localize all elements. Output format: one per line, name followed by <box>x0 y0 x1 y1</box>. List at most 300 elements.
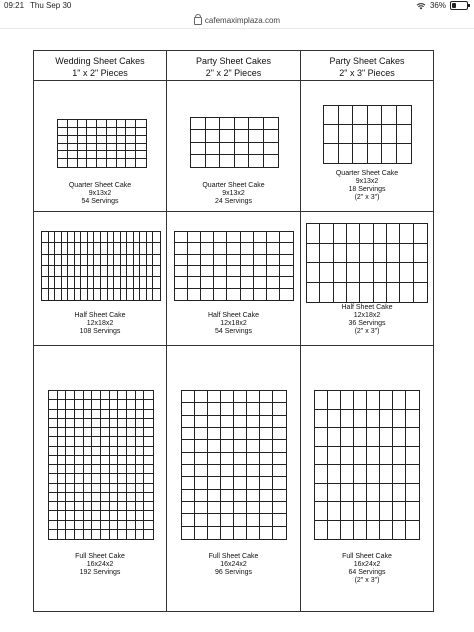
cake-piece <box>78 128 88 136</box>
cake-servings: 18 Servings <box>348 186 386 193</box>
cake-grid <box>41 231 161 301</box>
cake-piece <box>353 106 368 125</box>
cake-piece <box>354 521 367 540</box>
cake-dimensions: 16x24x2 <box>86 561 114 568</box>
cake-piece <box>87 144 97 152</box>
cake-dimensions: 12x18x2 <box>353 312 381 319</box>
cake-piece <box>126 151 136 159</box>
cake-piece <box>68 144 78 152</box>
cake-piece <box>367 502 380 521</box>
cake-piece <box>101 484 110 493</box>
cake-piece <box>195 514 208 526</box>
cake-piece <box>214 289 227 300</box>
cake-grid <box>48 390 154 540</box>
cake-piece <box>49 484 58 493</box>
cake-piece <box>367 465 380 484</box>
cake-piece <box>354 484 367 503</box>
cake-piece <box>191 118 206 130</box>
cake-piece <box>227 266 240 277</box>
cake-piece <box>66 400 75 409</box>
cake-dimensions: 12x18x2 <box>220 320 247 327</box>
cake-piece <box>110 419 119 428</box>
cake-piece <box>110 530 119 539</box>
cake-piece <box>87 159 97 167</box>
cake-piece <box>175 243 188 254</box>
cake-piece <box>414 283 427 303</box>
cake-dimensions: 16x24x2 <box>220 561 247 568</box>
cake-piece <box>144 410 153 419</box>
cake-piece <box>136 437 145 446</box>
cake-piece <box>367 447 380 466</box>
cake-piece <box>201 266 214 277</box>
cake-piece <box>92 428 101 437</box>
cake-piece <box>254 289 267 300</box>
cake-grid <box>323 105 412 164</box>
cake-piece <box>75 419 84 428</box>
cake-piece <box>49 428 58 437</box>
cake-piece <box>221 527 234 539</box>
cake-piece <box>273 477 286 489</box>
cake-piece <box>188 277 201 288</box>
cake-piece <box>353 144 368 163</box>
cake-piece <box>182 391 195 403</box>
sheet-cake-serving-chart <box>33 50 434 612</box>
cake-cell-quarter-wedding <box>34 81 167 212</box>
cake-size-name: Half Sheet Cake <box>208 312 259 319</box>
cake-piece <box>66 437 75 446</box>
cake-piece <box>354 391 367 410</box>
cake-piece <box>110 511 119 520</box>
cake-piece <box>235 155 250 167</box>
cake-piece <box>260 527 273 539</box>
cake-piece <box>315 502 328 521</box>
cake-grid <box>190 117 279 168</box>
cake-piece <box>208 403 221 415</box>
cake-piece <box>354 428 367 447</box>
cake-piece <box>136 530 145 539</box>
cake-piece <box>144 400 153 409</box>
cake-piece <box>267 255 280 266</box>
cake-piece <box>234 391 247 403</box>
cake-piece <box>110 474 119 483</box>
cake-piece <box>367 521 380 540</box>
cake-size-name: Full Sheet Cake <box>208 553 259 560</box>
cake-cell-half-party-2x3 <box>301 212 433 346</box>
url-text: cafemaximplaza.com <box>204 15 281 25</box>
cake-piece <box>191 130 206 142</box>
cake-piece <box>387 244 400 264</box>
cake-piece <box>195 428 208 440</box>
cake-piece <box>117 120 127 128</box>
cake-piece <box>144 437 153 446</box>
cake-piece <box>144 493 153 502</box>
cake-piece <box>66 410 75 419</box>
cake-piece <box>58 447 67 456</box>
cake-piece <box>175 255 188 266</box>
cake-piece <box>368 106 383 125</box>
cake-piece <box>136 144 146 152</box>
cake-piece <box>107 151 117 159</box>
cake-servings: 64 Servings <box>348 569 386 576</box>
cake-piece <box>249 155 264 167</box>
cake-piece <box>136 159 146 167</box>
cake-piece <box>58 521 67 530</box>
cake-piece <box>136 120 146 128</box>
cake-piece <box>84 484 93 493</box>
cake-piece <box>66 493 75 502</box>
cake-piece <box>201 289 214 300</box>
cake-piece <box>220 155 235 167</box>
cake-piece <box>374 244 387 264</box>
cake-piece <box>110 447 119 456</box>
cake-size-name: Full Sheet Cake <box>75 553 125 560</box>
cake-piece <box>188 266 201 277</box>
cake-piece <box>66 456 75 465</box>
cake-piece <box>188 289 201 300</box>
cake-piece <box>188 255 201 266</box>
cake-piece <box>107 144 117 152</box>
cake-piece <box>397 106 412 125</box>
cake-piece <box>360 283 373 303</box>
address-bar[interactable] <box>0 12 474 29</box>
cake-piece <box>406 484 419 503</box>
cake-piece <box>221 514 234 526</box>
cake-piece <box>84 391 93 400</box>
cake-piece <box>66 428 75 437</box>
cake-piece <box>214 277 227 288</box>
cake-piece <box>353 125 368 144</box>
cake-piece <box>267 289 280 300</box>
cake-piece <box>273 490 286 502</box>
cake-piece-size: (2" x 3") <box>354 577 380 584</box>
cake-dimensions: 12x18x2 <box>86 320 114 327</box>
cake-piece <box>127 428 136 437</box>
cake-piece <box>339 144 354 163</box>
cake-piece <box>153 232 160 243</box>
cake-piece <box>247 465 260 477</box>
cake-piece <box>92 419 101 428</box>
cake-piece <box>84 437 93 446</box>
cake-piece <box>75 465 84 474</box>
cake-piece <box>328 391 341 410</box>
cake-piece <box>75 437 84 446</box>
cake-piece <box>195 391 208 403</box>
cake-piece <box>247 391 260 403</box>
cake-piece <box>136 447 145 456</box>
cake-piece <box>136 410 145 419</box>
cake-piece <box>78 120 88 128</box>
cake-servings: 96 Servings <box>215 569 252 576</box>
cake-piece <box>260 428 273 440</box>
cake-piece <box>393 428 406 447</box>
battery-percent: 36% <box>429 1 446 10</box>
cake-cell-full-party-2x3 <box>301 346 433 611</box>
column-header-party-2x2 <box>167 51 301 81</box>
cake-piece <box>382 144 397 163</box>
cake-piece <box>235 143 250 155</box>
cake-piece <box>227 255 240 266</box>
cake-piece <box>75 447 84 456</box>
status-date: Thu Sep 30 <box>30 1 72 10</box>
cake-piece <box>127 521 136 530</box>
cake-servings: 108 Servings <box>79 328 121 335</box>
cake-piece <box>127 437 136 446</box>
cake-piece <box>201 255 214 266</box>
cake-piece <box>208 514 221 526</box>
cake-piece <box>101 437 110 446</box>
cake-piece <box>347 263 360 283</box>
cake-piece <box>334 244 347 264</box>
cake-piece <box>334 224 347 244</box>
cake-piece <box>208 477 221 489</box>
cake-piece <box>182 453 195 465</box>
cake-piece <box>387 283 400 303</box>
cake-piece <box>260 502 273 514</box>
cake-piece <box>118 400 127 409</box>
cake-piece <box>360 224 373 244</box>
cake-piece <box>247 403 260 415</box>
cake-piece <box>387 224 400 244</box>
cake-piece <box>58 511 67 520</box>
cake-piece <box>406 521 419 540</box>
cake-piece <box>58 493 67 502</box>
cake-piece <box>118 391 127 400</box>
cake-dimensions: 16x24x2 <box>353 561 381 568</box>
cake-size-name: Quarter Sheet Cake <box>202 182 265 189</box>
cake-piece <box>208 453 221 465</box>
cake-piece <box>387 263 400 283</box>
cake-piece <box>58 144 68 152</box>
cake-piece <box>393 447 406 466</box>
cake-piece <box>280 232 293 243</box>
cake-piece <box>406 502 419 521</box>
cake-piece <box>153 266 160 277</box>
cake-piece <box>320 244 333 264</box>
cake-piece <box>58 437 67 446</box>
cake-piece <box>195 477 208 489</box>
cake-piece <box>400 244 413 264</box>
cake-piece <box>221 465 234 477</box>
cake-piece <box>144 428 153 437</box>
cake-servings: 54 Servings <box>215 328 252 335</box>
cake-piece <box>175 266 188 277</box>
cake-piece <box>58 428 67 437</box>
cake-piece <box>208 527 221 539</box>
cake-piece <box>66 447 75 456</box>
cake-piece <box>241 266 254 277</box>
cake-piece <box>49 474 58 483</box>
cake-piece <box>127 530 136 539</box>
cake-piece <box>397 125 412 144</box>
cake-piece <box>241 255 254 266</box>
cake-piece <box>58 410 67 419</box>
cake-piece <box>118 447 127 456</box>
cake-piece <box>221 502 234 514</box>
cake-piece <box>182 502 195 514</box>
cake-piece <box>247 416 260 428</box>
cake-piece <box>175 232 188 243</box>
cake-piece <box>315 391 328 410</box>
cake-piece <box>195 416 208 428</box>
cake-piece <box>273 416 286 428</box>
cake-piece <box>110 484 119 493</box>
cake-piece <box>97 128 107 136</box>
cake-piece <box>136 493 145 502</box>
cake-piece <box>264 143 279 155</box>
cake-piece <box>101 530 110 539</box>
cake-piece <box>136 502 145 511</box>
cake-piece <box>324 106 339 125</box>
cake-piece <box>117 128 127 136</box>
cake-dimensions: 9x13x2 <box>355 178 379 185</box>
cake-piece <box>136 428 145 437</box>
cake-piece <box>84 428 93 437</box>
cake-piece <box>234 440 247 452</box>
cake-piece <box>144 456 153 465</box>
cake-cell-half-wedding <box>34 212 167 346</box>
cake-piece <box>97 120 107 128</box>
cake-piece <box>101 511 110 520</box>
cake-piece <box>136 474 145 483</box>
cake-piece <box>92 493 101 502</box>
cake-servings: 36 Servings <box>348 320 386 327</box>
column-pieces: 2" x 3" Pieces <box>339 68 395 78</box>
cake-piece <box>49 410 58 419</box>
cake-caption <box>167 553 300 577</box>
cake-piece <box>195 490 208 502</box>
cake-piece <box>84 410 93 419</box>
cake-piece <box>280 266 293 277</box>
cake-cell-half-party-2x2 <box>167 212 301 346</box>
cake-piece <box>393 502 406 521</box>
cake-piece <box>234 403 247 415</box>
cake-piece <box>58 159 68 167</box>
cake-piece <box>66 391 75 400</box>
cake-piece <box>110 521 119 530</box>
cake-piece <box>247 453 260 465</box>
cake-piece <box>315 484 328 503</box>
cake-piece <box>267 243 280 254</box>
cake-caption <box>167 312 300 336</box>
cake-piece <box>341 502 354 521</box>
cake-piece <box>214 232 227 243</box>
cake-piece <box>101 521 110 530</box>
cake-piece <box>328 521 341 540</box>
cake-piece <box>127 493 136 502</box>
cake-piece <box>315 521 328 540</box>
cake-piece <box>380 391 393 410</box>
cake-piece <box>66 521 75 530</box>
column-header-party-2x3 <box>301 51 433 81</box>
status-right <box>416 1 468 10</box>
cake-piece <box>328 410 341 429</box>
cake-piece <box>49 419 58 428</box>
cake-piece <box>118 511 127 520</box>
cake-piece <box>92 456 101 465</box>
cake-piece <box>191 143 206 155</box>
cake-piece <box>221 428 234 440</box>
cake-piece <box>280 255 293 266</box>
cake-piece <box>254 277 267 288</box>
cake-piece <box>97 159 107 167</box>
cake-piece <box>58 456 67 465</box>
cake-piece <box>380 465 393 484</box>
cake-piece <box>58 502 67 511</box>
cake-piece <box>101 493 110 502</box>
cake-size-name: Full Sheet Cake <box>342 553 392 560</box>
cake-piece <box>110 437 119 446</box>
cake-piece <box>92 447 101 456</box>
cake-piece <box>127 456 136 465</box>
cake-size-name: Quarter Sheet Cake <box>68 182 132 189</box>
cake-piece <box>107 136 117 144</box>
cake-piece <box>84 502 93 511</box>
cake-grid <box>314 390 420 540</box>
cake-piece <box>49 456 58 465</box>
cake-piece <box>110 493 119 502</box>
cake-piece <box>273 453 286 465</box>
cake-piece <box>264 130 279 142</box>
cake-piece <box>49 447 58 456</box>
cake-piece <box>227 232 240 243</box>
cake-piece <box>221 477 234 489</box>
cake-piece <box>221 416 234 428</box>
cake-piece <box>206 155 221 167</box>
cake-piece <box>354 502 367 521</box>
cake-piece <box>367 428 380 447</box>
cake-servings: 192 Servings <box>79 569 121 576</box>
cake-piece <box>127 419 136 428</box>
cake-piece <box>127 474 136 483</box>
cake-piece <box>84 456 93 465</box>
cake-piece <box>97 136 107 144</box>
cake-piece <box>341 484 354 503</box>
cake-piece <box>220 118 235 130</box>
cake-piece <box>260 465 273 477</box>
cake-piece <box>393 410 406 429</box>
cake-piece <box>97 144 107 152</box>
cake-piece <box>247 428 260 440</box>
cake-piece <box>126 159 136 167</box>
cake-piece <box>118 521 127 530</box>
cake-piece <box>75 391 84 400</box>
cake-piece <box>101 465 110 474</box>
cake-piece <box>144 521 153 530</box>
cake-piece <box>92 521 101 530</box>
cake-piece <box>267 277 280 288</box>
cake-piece <box>58 465 67 474</box>
cake-piece <box>101 410 110 419</box>
cake-piece <box>307 283 320 303</box>
cake-piece <box>406 447 419 466</box>
cake-piece <box>136 419 145 428</box>
cake-piece <box>84 474 93 483</box>
cake-piece <box>273 514 286 526</box>
cake-piece <box>315 410 328 429</box>
cake-piece <box>393 484 406 503</box>
cake-piece <box>221 391 234 403</box>
cake-piece <box>75 521 84 530</box>
cake-piece <box>84 465 93 474</box>
cake-piece <box>234 527 247 539</box>
cake-dimensions: 9x13x2 <box>88 190 112 197</box>
cake-piece <box>320 263 333 283</box>
cake-piece <box>315 465 328 484</box>
cake-piece <box>341 428 354 447</box>
cake-piece <box>208 440 221 452</box>
cake-piece <box>315 447 328 466</box>
cake-piece <box>241 289 254 300</box>
